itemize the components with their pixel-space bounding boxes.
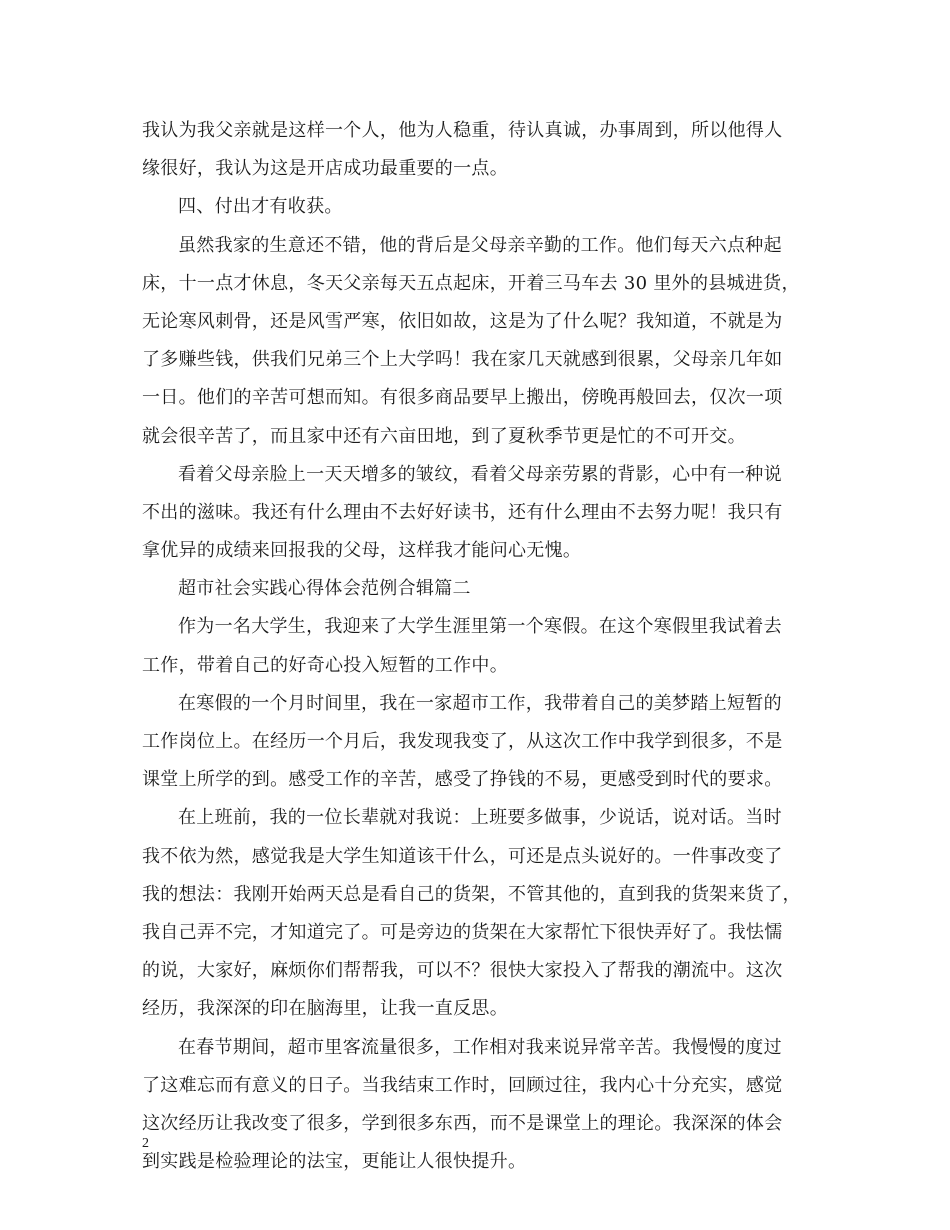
text-line: 这次经历让我改变了很多，学到很多东西，而不是课堂上的理论。我深深的体会 bbox=[142, 1112, 783, 1134]
text-line: 了这难忘而有意义的日子。当我结束工作时，回顾过往，我内心十分充实，感觉 bbox=[142, 1074, 783, 1096]
text-line: 虽然我家的生意还不错，他的背后是父母亲辛勤的工作。他们每天六点种起 bbox=[178, 234, 782, 256]
section-heading: 超市社会实践心得体会范例合辑篇二 bbox=[178, 578, 471, 600]
text-line: 了多赚些钱，供我们兄弟三个上大学吗！我在家几天就感到很累，父母亲几年如 bbox=[142, 349, 783, 371]
text-line: 课堂上所学的到。感受工作的辛苦，感受了挣钱的不易，更感受到时代的要求。 bbox=[142, 769, 783, 791]
text-line: 到实践是检验理论的法宝，更能让人很快提升。 bbox=[142, 1151, 527, 1173]
page-body bbox=[142, 112, 812, 1181]
text-line: 我认为我父亲就是这样一个人，他为人稳重，待认真诚，办事周到，所以他得人 bbox=[142, 120, 783, 141]
text-line: 就会很辛苦了，而且家中还有六亩田地，到了夏秋季节更是忙的不可开交。 bbox=[142, 425, 746, 447]
text-line: 的说，大家好，麻烦你们帮帮我，可以不？很快大家投入了帮我的潮流中。这次 bbox=[142, 960, 783, 982]
text-line: 我自己弄不完，才知道完了。可是旁边的货架在大家帮忙下很快弄好了。我怯懦 bbox=[142, 921, 783, 943]
text-line: 工作岗位上。在经历一个月后，我发现我变了，从这次工作中我学到很多，不是 bbox=[142, 731, 783, 752]
text-line: 我不依为然，感觉我是大学生知道该干什么，可还是点头说好的。一件事改变了 bbox=[142, 845, 783, 867]
text-line: 不出的滋味。我还有什么理由不去好好读书，还有什么理由不去努力呢！我只有 bbox=[142, 501, 783, 523]
text-line: 工作，带着自己的好奇心投入短暂的工作中。 bbox=[142, 654, 508, 676]
text-line: 缘很好，我认为这是开店成功最重要的一点。 bbox=[142, 158, 508, 180]
text-line: 一日。他们的辛苦可想而知。有很多商品要早上搬出，傍晚再般回去，仅次一项 bbox=[142, 387, 783, 409]
text-line: 床，十一点才休息，冬天父亲每天五点起床，开着三马车去 30 里外的县城进货， bbox=[142, 272, 800, 294]
text-line: 作为一名大学生，我迎来了大学生涯里第一个寒假。在这个寒假里我试着去 bbox=[178, 616, 782, 638]
text-line: 无论寒风刺骨，还是风雪严寒，依旧如故，这是为了什么呢？我知道，不就是为 bbox=[142, 310, 783, 332]
section-heading: 四、付出才有收获。 bbox=[178, 196, 343, 218]
text-line: 我的想法：我刚开始两天总是看自己的货架，不管其他的，直到我的货架来货了， bbox=[142, 883, 801, 905]
text-line: 拿优异的成绩来回报我的父母，这样我才能问心无愧。 bbox=[142, 540, 582, 562]
text-line: 经历，我深深的印在脑海里，让我一直反思。 bbox=[142, 998, 508, 1020]
text-line: 在寒假的一个月时间里，我在一家超市工作，我带着自己的美梦踏上短暂的 bbox=[178, 692, 782, 714]
text-line: 在上班前，我的一位长辈就对我说：上班要多做事，少说话，说对话。当时 bbox=[178, 807, 782, 829]
text-line: 在春节期间，超市里客流量很多，工作相对我来说异常辛苦。我慢慢的度过 bbox=[178, 1036, 782, 1058]
page-number: 2 bbox=[142, 1136, 149, 1151]
text-line: 看着父母亲脸上一天天增多的皱纹，看着父母亲劳累的背影，心中有一种说 bbox=[178, 463, 782, 485]
